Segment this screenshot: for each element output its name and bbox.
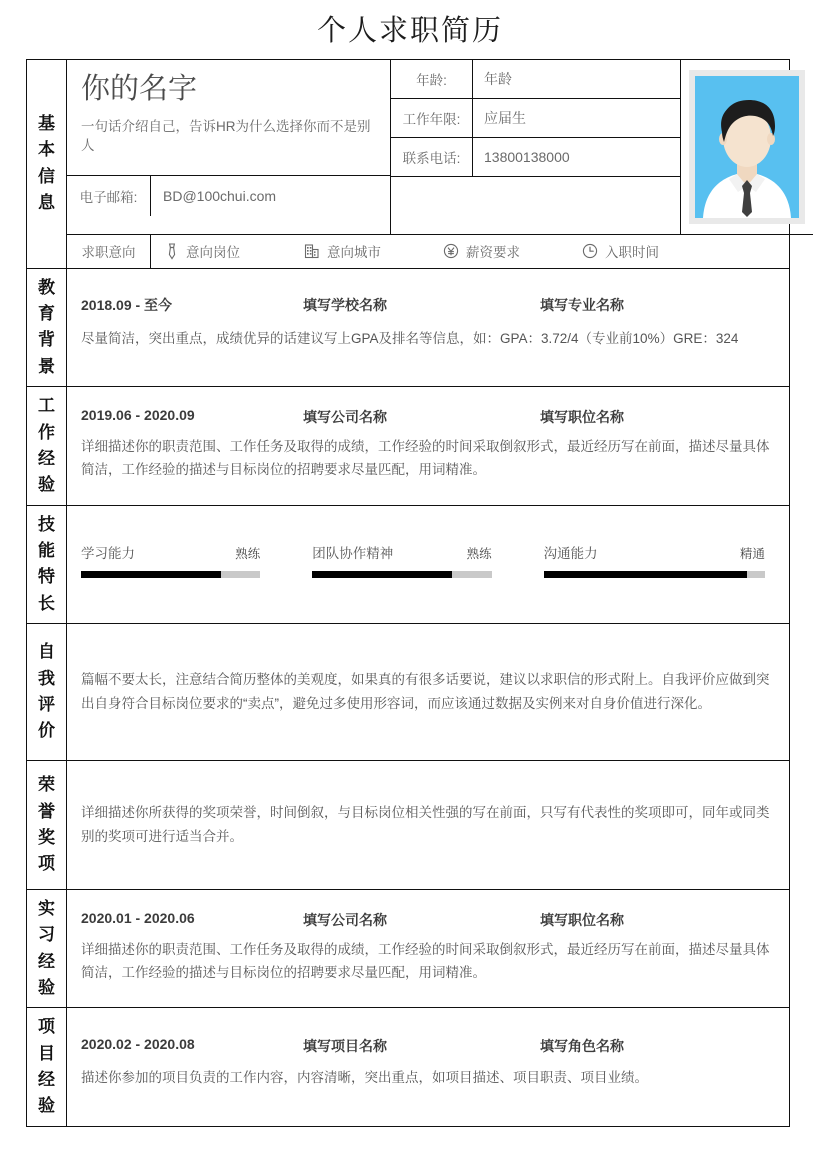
job-intent-items <box>151 235 813 268</box>
vchar: 工 <box>38 396 55 416</box>
vertical-label-skills <box>38 512 55 617</box>
honors-body <box>67 761 789 889</box>
skill-progress-track <box>81 571 260 578</box>
basic-info-body <box>67 60 813 268</box>
section-label-basic-info <box>27 60 67 268</box>
section-work-experience <box>27 387 789 505</box>
basic-info-top-row <box>67 60 813 234</box>
skills-list <box>67 506 789 612</box>
skill-progress-fill <box>81 571 221 578</box>
job-intent-label: 求职意向 <box>67 235 151 268</box>
candidate-tagline[interactable]: 一句话介绍自己，告诉HR为什么选择你而不是别人 <box>81 118 371 154</box>
skill-item <box>81 542 312 578</box>
email-label: 电子邮箱: <box>67 176 151 216</box>
skill-item <box>312 542 543 578</box>
project-date[interactable]: 2020.02 - 2020.08 <box>81 1036 195 1053</box>
self-evaluation-description[interactable]: 篇幅不要太长，注意结合简历整体的美观度，如果真的有很多话要说，建议以求职信的形式附上。自我评价应做到突出自身符合目标岗位要求的“卖点”，避免过多使用形容词，而应该通过数据及实例来对自身价值进行深化。 <box>81 671 770 711</box>
vchar: 息 <box>38 193 55 213</box>
section-self-evaluation <box>27 624 789 761</box>
education-description[interactable]: 尽量简洁，突出重点，成绩优异的话建议写上GPA及排名等信息，如：GPA：3.72/4（专业前10%）GRE：324 <box>81 330 739 346</box>
field-row-age <box>391 60 680 99</box>
skill-name: 团队协作精神 <box>312 545 394 561</box>
field-row-blank <box>391 177 680 218</box>
vchar: 景 <box>38 356 55 376</box>
intent-item-label: 薪资要求 <box>466 245 520 261</box>
profile-photo[interactable] <box>695 76 799 218</box>
vchar: 项 <box>38 1017 55 1037</box>
project-body <box>67 1008 789 1125</box>
vchar: 技 <box>38 514 55 534</box>
section-skills <box>27 506 789 624</box>
skill-name: 学习能力 <box>81 545 135 561</box>
field-row-phone <box>391 138 680 177</box>
vchar: 验 <box>38 1096 55 1116</box>
vchar: 实 <box>38 898 55 918</box>
skill-level: 精通 <box>739 546 765 561</box>
vchar: 奖 <box>38 827 55 847</box>
skill-progress-fill <box>544 571 748 578</box>
internship-header-row <box>67 910 789 930</box>
vchar: 育 <box>38 304 55 324</box>
skill-name: 沟通能力 <box>543 545 598 561</box>
work-header-row <box>67 407 789 427</box>
vchar: 价 <box>38 721 55 741</box>
education-header-row <box>67 295 789 315</box>
intent-item-position[interactable] <box>151 241 290 261</box>
skill-level: 熟练 <box>235 546 261 561</box>
work-years-label: 工作年限: <box>391 99 473 137</box>
field-row-work-years <box>391 99 680 138</box>
vertical-label-basic-info <box>38 111 55 216</box>
vertical-label-self-evaluation <box>38 639 55 744</box>
intent-item-start-date[interactable] <box>568 241 707 261</box>
education-body <box>67 269 789 386</box>
section-project <box>27 1008 789 1125</box>
project-name[interactable]: 填写项目名称 <box>303 1038 387 1055</box>
vchar: 经 <box>38 1070 55 1090</box>
age-value[interactable]: 年龄 <box>484 70 512 87</box>
vchar: 验 <box>38 475 55 495</box>
section-label-project <box>27 1008 67 1125</box>
project-role[interactable]: 填写角色名称 <box>540 1038 624 1055</box>
building-icon <box>304 243 320 259</box>
vchar: 教 <box>38 277 55 297</box>
vchar: 评 <box>38 694 55 714</box>
education-major[interactable]: 填写专业名称 <box>540 296 624 313</box>
phone-label: 联系电话: <box>391 138 473 176</box>
section-label-education <box>27 269 67 386</box>
skill-progress-fill <box>312 571 452 578</box>
vchar: 能 <box>38 540 55 560</box>
vchar: 习 <box>38 925 55 945</box>
skills-body <box>67 506 789 623</box>
vchar: 经 <box>38 951 55 971</box>
yen-circle-icon <box>443 243 459 259</box>
vertical-label-internship <box>38 896 55 1001</box>
photo-cell <box>681 60 813 234</box>
section-honors <box>27 761 789 890</box>
project-header-row <box>67 1036 789 1056</box>
skill-header <box>81 542 260 562</box>
vchar: 基 <box>38 114 55 134</box>
job-intent-row <box>67 234 813 268</box>
section-label-internship <box>27 890 67 1007</box>
section-label-skills <box>27 506 67 623</box>
work-description[interactable]: 详细描述你的职责范围、工作任务及取得的成绩，工作经验的时间采取倒叙形式，最近经历写在前面，描述尽量具体简洁，工作经验的描述与目标岗位的招聘要求尽量匹配，用词精准。 <box>81 439 770 478</box>
skill-level: 熟练 <box>466 546 492 561</box>
education-date[interactable]: 2018.09 - 至今 <box>81 296 173 313</box>
avatar-illustration-icon <box>695 76 799 218</box>
vchar: 本 <box>38 140 55 160</box>
clock-icon <box>582 243 598 259</box>
intent-item-salary[interactable] <box>429 241 568 261</box>
work-company[interactable]: 填写公司名称 <box>303 409 387 426</box>
skill-header <box>544 542 765 562</box>
skill-item <box>544 542 775 578</box>
vertical-label-work-experience <box>38 393 55 498</box>
vchar: 自 <box>38 642 55 662</box>
vchar: 特 <box>38 567 55 587</box>
internship-description[interactable]: 详细描述你的职责范围、工作任务及取得的成绩，工作经验的时间采取倒叙形式，最近经历写在前面，描述尽量具体简洁，工作经验的描述与目标岗位的招聘要求尽量匹配，用词精准。 <box>81 941 770 981</box>
skill-header <box>312 542 491 562</box>
email-value[interactable]: BD@100chui.com <box>163 187 277 204</box>
vchar: 作 <box>38 422 55 442</box>
section-education <box>27 269 789 387</box>
contact-fields-column <box>391 60 681 234</box>
internship-company[interactable]: 填写公司名称 <box>303 911 387 928</box>
vchar: 验 <box>38 978 55 998</box>
phone-value[interactable]: 13800138000 <box>484 148 570 165</box>
vertical-label-honors <box>38 772 55 877</box>
vchar: 经 <box>38 448 55 468</box>
work-position[interactable]: 填写职位名称 <box>540 409 624 426</box>
vchar: 誉 <box>38 801 55 821</box>
education-school[interactable]: 填写学校名称 <box>303 296 387 313</box>
vertical-label-project <box>38 1014 55 1119</box>
resume-table <box>26 59 790 1127</box>
intent-item-city[interactable] <box>290 241 429 261</box>
vchar: 长 <box>38 593 55 613</box>
vchar: 信 <box>38 166 55 186</box>
section-internship <box>27 890 789 1008</box>
skill-progress-track <box>312 571 491 578</box>
age-label: 年龄: <box>391 60 473 98</box>
intent-item-label: 意向城市 <box>327 245 381 261</box>
name-block <box>67 60 390 176</box>
candidate-name[interactable]: 你的名字 <box>81 72 198 105</box>
section-label-work-experience <box>27 387 67 504</box>
intent-item-label: 意向岗位 <box>186 245 240 261</box>
vchar: 荣 <box>38 775 55 795</box>
vchar: 项 <box>38 854 55 874</box>
intent-item-label: 入职时间 <box>605 245 659 261</box>
self-evaluation-body <box>67 624 789 760</box>
vchar: 目 <box>38 1043 55 1063</box>
internship-body <box>67 890 789 1007</box>
skill-progress-track <box>544 571 765 578</box>
email-row <box>67 176 390 216</box>
internship-date[interactable]: 2020.01 - 2020.06 <box>81 909 195 926</box>
section-label-honors <box>27 761 67 889</box>
work-experience-body <box>67 387 789 504</box>
name-column <box>67 60 391 234</box>
honors-description[interactable]: 详细描述你所获得的奖项荣誉，时间倒叙，与目标岗位相关性强的写在前面，只写有代表性的奖项即可，同年或同类别的奖项可进行适当合并。 <box>81 804 770 844</box>
work-date[interactable]: 2019.06 - 2020.09 <box>81 407 195 424</box>
internship-position[interactable]: 填写职位名称 <box>540 911 624 928</box>
vertical-label-education <box>38 275 55 380</box>
work-years-value[interactable]: 应届生 <box>484 109 526 126</box>
vchar: 我 <box>38 668 55 688</box>
project-description[interactable]: 描述你参加的项目负责的工作内容，内容清晰，突出重点，如项目描述、项目职责、项目业绩。 <box>81 1070 648 1086</box>
section-label-self-evaluation <box>27 624 67 760</box>
photo-frame <box>689 70 805 224</box>
tie-icon <box>165 243 179 260</box>
vchar: 背 <box>38 330 55 350</box>
page-title: 个人求职简历 <box>316 15 503 47</box>
section-basic-info <box>27 60 789 269</box>
